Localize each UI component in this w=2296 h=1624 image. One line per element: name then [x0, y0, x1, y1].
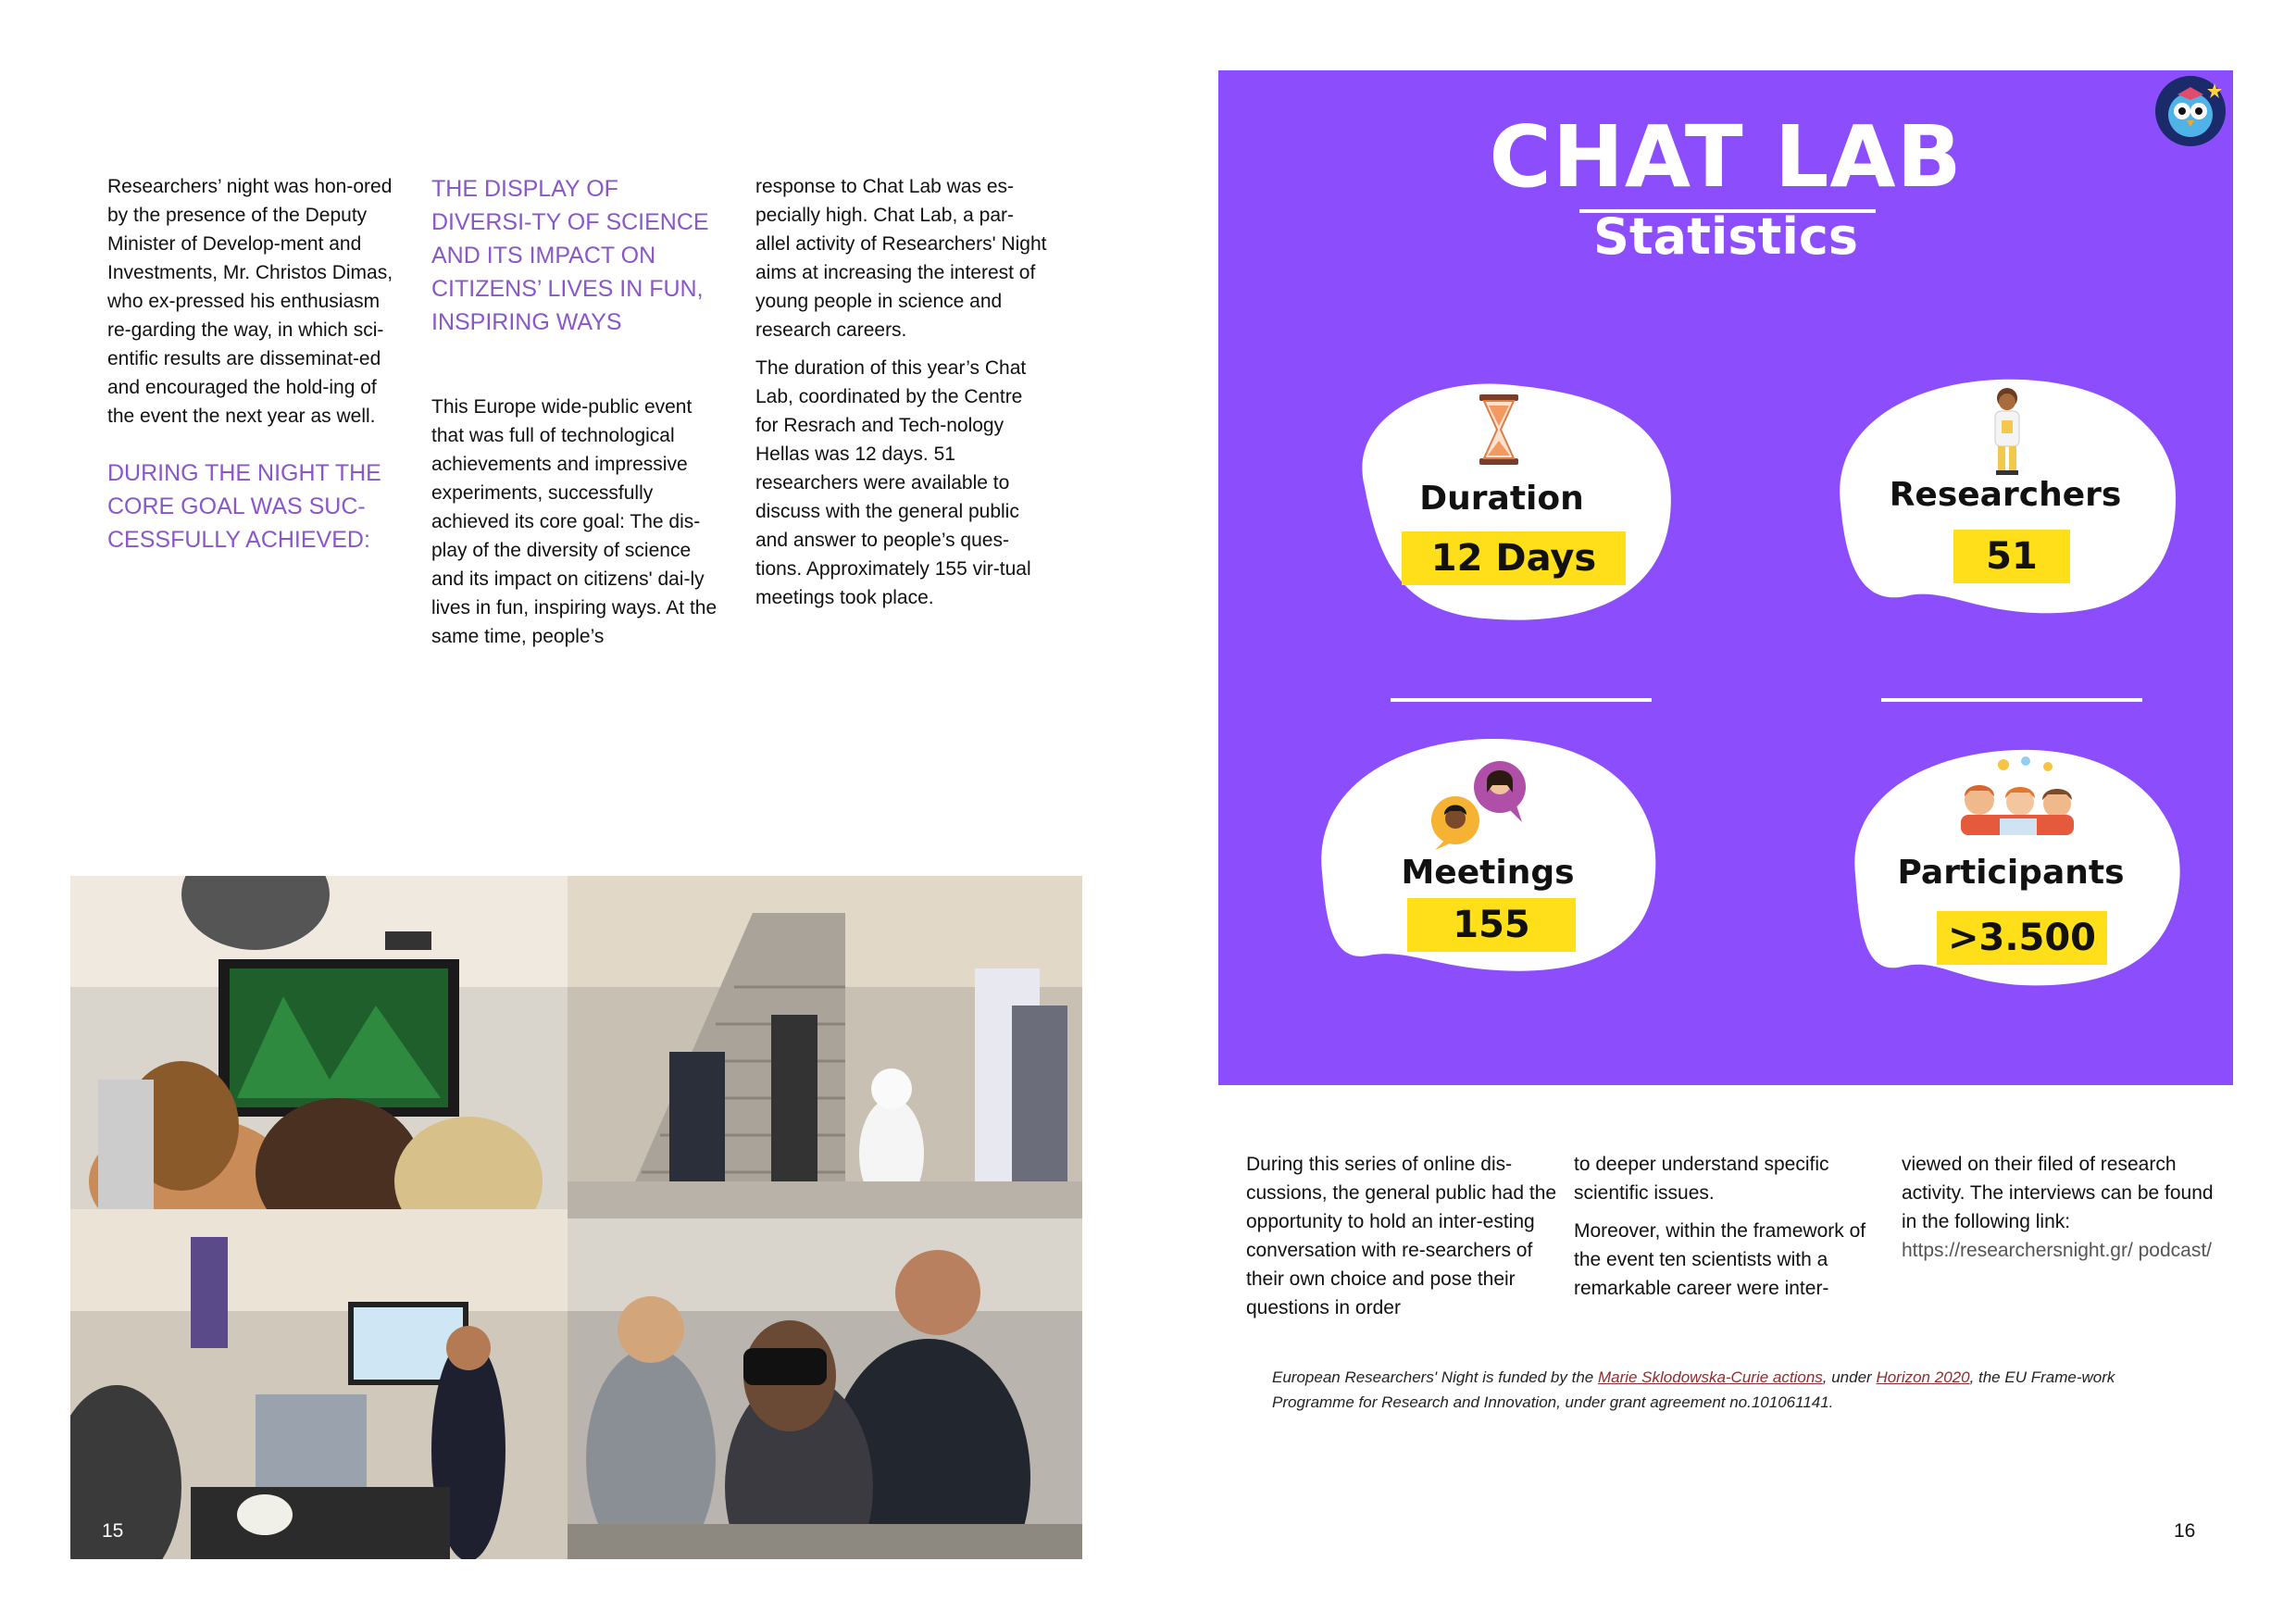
funding-footnote [1272, 1365, 2179, 1415]
stat-card-duration [1328, 376, 1676, 626]
stat-value: >3.500 [1937, 911, 2107, 965]
podcast-link[interactable]: https://researchersnight.gr/ podcast/ [1902, 1240, 2213, 1261]
left-col1 [107, 172, 400, 556]
duration-paragraph: The duration of this year’s Chat Lab, coordinated by the Centre for Resrach and Tech-nology Hellas was 12 days. 51 researchers were available to discuss with the general public and answer to people’s ques-tions. Approximately 155 vir-tual meetings took place. [755, 357, 1031, 608]
stat-card-researchers [1831, 374, 2179, 620]
footnote-text-3: , the EU Frame-work Programme for Research and Innovation, under grant agreement no.101061141. [1272, 1368, 2115, 1411]
stat-label: Researchers [1889, 476, 2122, 514]
right-col3 [1902, 1150, 2222, 1265]
stat-label: Participants [1897, 854, 2125, 892]
interviews-paragraph: viewed on their filed of research activity. The interviews can be found in the following link: [1902, 1154, 2214, 1232]
divider-left [1391, 698, 1652, 702]
deeper-paragraph: to deeper understand specific scientific issues. [1574, 1154, 1829, 1204]
goal-heading: DURING THE NIGHT THE CORE GOAL WAS SUC-CESSFULLY ACHIEVED: [107, 460, 381, 553]
photo-robot-stairs [568, 876, 1082, 1218]
stat-card-participants [1837, 744, 2185, 989]
msca-link[interactable]: Marie Sklodowska-Curie actions [1597, 1368, 1823, 1386]
photo-vr-headset [568, 1218, 1082, 1559]
divider-right [1881, 698, 2142, 702]
scientist-icon [1987, 383, 2028, 476]
stat-value: 12 Days [1402, 531, 1626, 585]
page-number-left: 15 [102, 1520, 124, 1542]
right-col2 [1574, 1150, 1894, 1303]
owl-logo-icon [2153, 74, 2227, 148]
photo-presentation-hall [70, 1209, 568, 1559]
discussion-paragraph: During this series of online dis-cussions, the general public had the opportunity to hold an inter-esting conversation with re-searchers of their own choice and pose their questions in order [1246, 1154, 1557, 1318]
intro-paragraph: Researchers’ night was hon-ored by the presence of the Deputy Minister of Develop-ment and Investments, Mr. Christos Dimas, who ex-pressed his enthusiasm re-garding the way, in which sci-entific results are disseminat-ed and encouraged the hold-ing of the event the next year as well. [107, 176, 393, 427]
horizon-link[interactable]: Horizon 2020 [1876, 1368, 1970, 1386]
stat-label: Duration [1419, 480, 1584, 518]
footnote-text-2: , under [1822, 1368, 1877, 1386]
stat-value: 51 [1953, 530, 2070, 583]
kids-icon [1948, 754, 2087, 843]
framework-paragraph: Moreover, within the framework of the event ten scientists with a remarkable career were inter- [1574, 1220, 1866, 1299]
stat-value: 155 [1407, 898, 1576, 952]
photo-kids-screen [70, 876, 568, 1209]
right-col1 [1246, 1150, 1566, 1322]
event-paragraph: This Europe wide-public event that was full of technological achievements and impressive experiments, successfully achieved its core goal: The dis-play of the diversity of science and its impact on citizens' dai-ly lives in fun, inspiring ways. At the same time, people’s [431, 396, 718, 647]
hourglass-icon [1476, 394, 1522, 465]
chat-avatars-icon [1424, 761, 1535, 850]
diversity-heading: THE DISPLAY OF DIVERSI-TY OF SCIENCE AND ITS IMPACT ON CITIZENS’ LIVES IN FUN, INSPIRING WAYS [431, 176, 709, 335]
left-col2 [431, 172, 724, 651]
stat-label: Meetings [1401, 854, 1575, 892]
stat-card-meetings [1313, 733, 1663, 978]
chat-lab-infographic [1218, 70, 2233, 1085]
page-number-right: 16 [2174, 1520, 2196, 1542]
footnote-text-1: European Researchers' Night is funded by the [1272, 1368, 1598, 1386]
left-col3 [755, 172, 1048, 612]
infographic-title: CHAT LAB [1489, 107, 1963, 206]
chat-lab-paragraph: response to Chat Lab was es-pecially high. Chat Lab, a par-allel activity of Researchers' Night aims at increasing the interest of young people in science and research careers. [755, 176, 1047, 341]
infographic-subtitle: Statistics [1592, 207, 1859, 266]
